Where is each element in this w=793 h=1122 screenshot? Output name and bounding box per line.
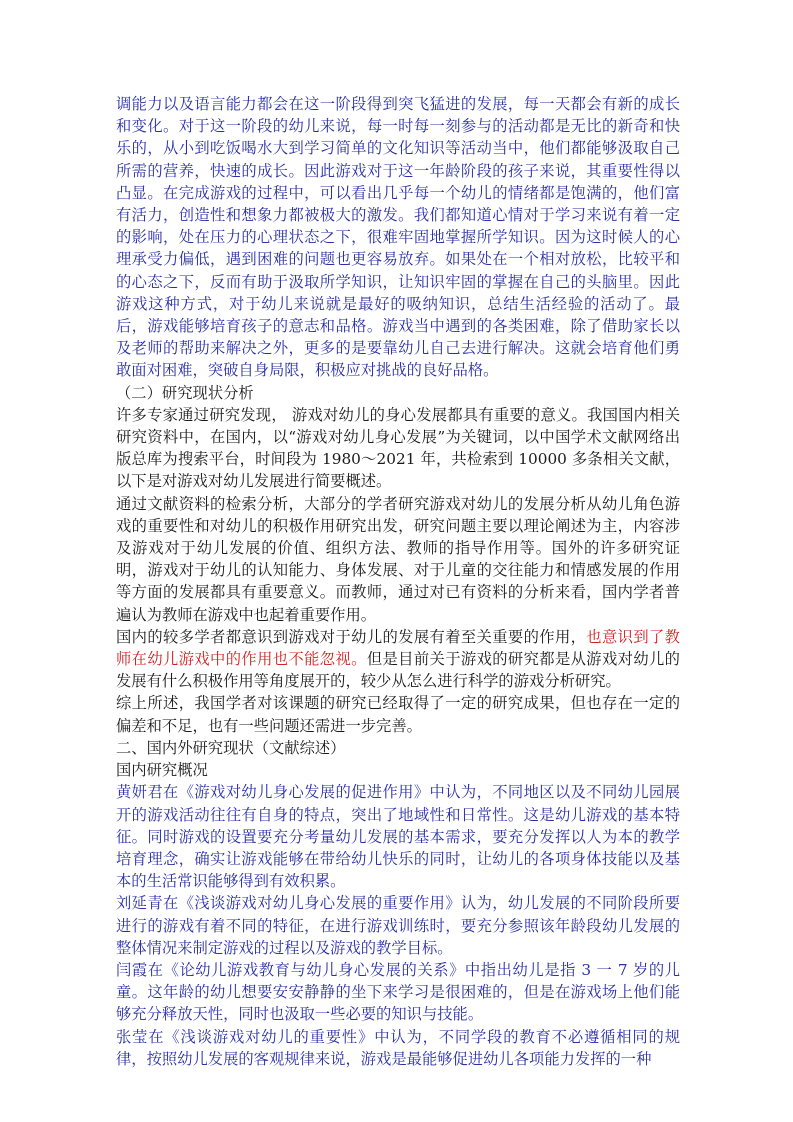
section-heading-research-status <box>116 382 680 404</box>
paragraph-liu-yanqing <box>116 892 680 959</box>
text-segment: 张莹在《浅谈游戏对幼儿的重要性》中认为，不同学段的教育不必遵循相同的规律，按照幼儿发展的客观规律来说，游戏是最能够促进幼儿各项能力发挥的一种 <box>116 1027 680 1068</box>
text-segment: 二、国内外研究现状（文献综述） <box>116 738 346 757</box>
subsection-heading-domestic <box>116 759 680 781</box>
text-segment: （二）研究现状分析 <box>116 383 254 402</box>
paragraph-literature-analysis <box>116 493 680 626</box>
paragraph-huang-yanjun <box>116 781 680 892</box>
text-segment: 黄妍君在《游戏对幼儿身心发展的促进作用》中认为，不同地区以及不同幼儿园展开的游戏活动往往有自身的特点，突出了地域性和日常性。这是幼儿游戏的基本特征。同时游戏的设置要充分考量幼儿发展的基本需求，要充分发挥以人为本的教学培育理念，确实让游戏能够在带给幼儿快乐的同时，让幼儿的各项身体技能以及基本的生活常识能够得到有效积累。 <box>116 783 680 891</box>
paragraph-summary <box>116 692 680 736</box>
text-segment: 综上所述，我国学者对该课题的研究已经取得了一定的研究成果，但也存在一定的偏差和不足，也有一些问题还需进一步完善。 <box>116 694 680 735</box>
text-segment: 调能力以及语言能力都会在这一阶段得到突飞猛进的发展，每一天都会有新的成长和变化。对于这一阶段的幼儿来说，每一时每一刻参与的活动都是无比的新奇和快乐的，从小到吃饭喝水大到学习简单的文化知识等活动当中，他们都能够汲取自己所需的营养，快速的成长。因此游戏对于这一年龄阶段的孩子来说，其重要性得以凸显。在完成游戏的过程中，可以看出几乎每一个幼儿的情绪都是饱满的，他们富有活力，创造性和想象力都被极大的激发。我们都知道心情对于学习来说有着一定的影响，处在压力的心理状态之下，很难牢固地掌握所学知识。因为这时候人的心理承受力偏低，遇到困难的问题也更容易放弃。如果处在一个相对放松，比较平和的心态之下，反而有助于汲取所学知识，让知识牢固的掌握在自己的头脑里。因此游戏这种方式，对于幼儿来说就是最好的吸纳知识，总结生活经验的活动了。最后，游戏能够培育孩子的意志和品格。游戏当中遇到的各类困难，除了借助家长以及老师的帮助来解决之外，更多的是要靠幼儿自己去进行解决。这就会培育他们勇敢面对困难，突破自身局限，积极应对挑战的良好品格。 <box>116 95 680 380</box>
text-segment: 国内的较多学者都意识到游戏对于幼儿的发展有着至关重要的作用， <box>116 627 587 646</box>
paragraph-domestic-scholars <box>116 626 680 693</box>
paragraph-game-importance <box>116 93 680 382</box>
text-segment: 国内研究概况 <box>116 761 208 780</box>
highlighted-text: 也意识到了教师在幼儿游戏中的作用也不能忽视。 <box>116 627 680 669</box>
paragraph-yan-xia <box>116 959 680 1026</box>
section-heading-literature-review <box>116 737 680 759</box>
paragraph-zhang-ying <box>116 1026 680 1070</box>
text-segment: 刘延青在《浅谈游戏对幼儿身心发展的重要作用》认为，幼儿发展的不同阶段所要进行的游戏有着不同的特征，在进行游戏训练时，要充分参照该年龄段幼儿发展的整体情况来制定游戏的过程以及游戏的教学目标。 <box>116 894 680 957</box>
paragraph-literature-search <box>116 404 680 493</box>
text-segment: 通过文献资料的检索分析，大部分的学者研究游戏对幼儿的发展分析从幼儿角色游戏的重要性和对幼儿的积极作用研究出发，研究问题主要以理论阐述为主，内容涉及游戏对于幼儿发展的价值、组织方法、教师的指导作用等。国外的许多研究证明，游戏对于幼儿的认知能力、身体发展、对于儿童的交往能力和情感发展的作用等方面的发展都具有重要意义。而教师，通过对已有资料的分析来看，国内学者普遍认为教师在游戏中也起着重要作用。 <box>116 494 680 624</box>
document-page <box>116 93 680 1070</box>
text-segment: 许多专家通过研究发现， 游戏对幼儿的身心发展都具有重要的意义。我国国内相关研究资料中，在国内，以“游戏对幼儿身心发展”为关键词，以中国学术文献网络出版总库为搜索平台，时间段为 1980～2021 年，共检索到 10000 多条相关文献，以下是对游戏对幼儿发展进行简要概述。 <box>116 405 680 491</box>
text-segment: 闫霞在《论幼儿游戏教育与幼儿身心发展的关系》中指出幼儿是指 3 一 7 岁的儿童。这年龄的幼儿想要安安静静的坐下来学习是很困难的，但是在游戏场上他们能够充分释放天性，同时也汲取一些必要的知识与技能。 <box>116 960 680 1024</box>
text-segment: 但是目前关于游戏的研究都是从游戏对幼儿的发展有什么积极作用等角度展开的，较少从怎么进行科学的游戏分析研究。 <box>116 650 680 691</box>
